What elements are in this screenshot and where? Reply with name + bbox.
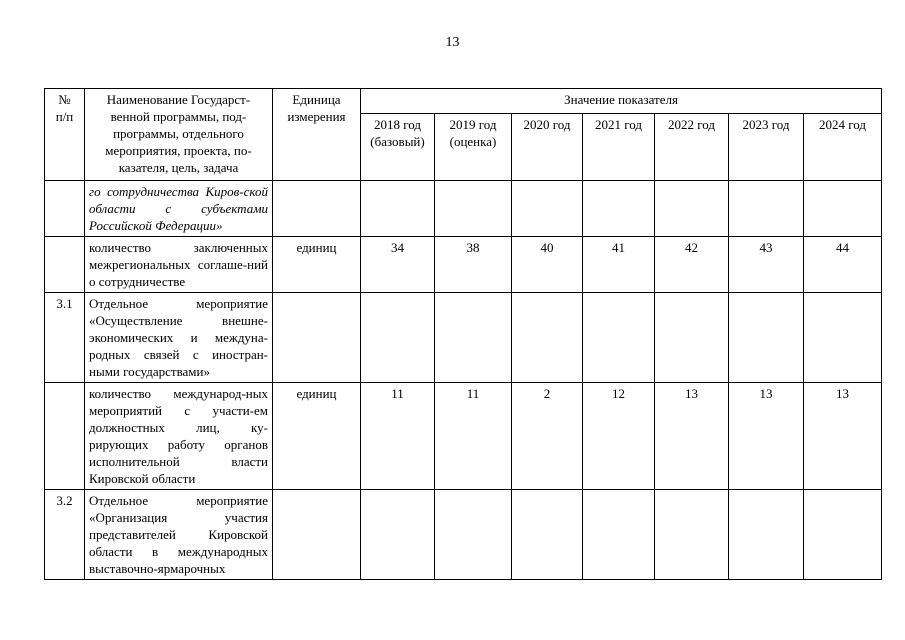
row-name: количество международ-ных мероприятий с участи-ем должностных лиц, ку-рирующих работу органов исполнительной власти Кировской области	[85, 383, 273, 490]
header-year: 2019 год (оценка)	[435, 114, 512, 181]
header-year: 2024 год	[804, 114, 882, 181]
row-value: 42	[655, 237, 729, 293]
row-value	[804, 293, 882, 383]
row-value: 13	[804, 383, 882, 490]
row-value	[361, 490, 435, 580]
row-num: 3.2	[45, 490, 85, 580]
row-value: 40	[512, 237, 583, 293]
indicator-table	[44, 88, 882, 580]
page-number: 13	[445, 35, 460, 50]
table-row	[45, 293, 882, 383]
header-year: 2023 год	[729, 114, 804, 181]
row-value	[583, 181, 655, 237]
row-num	[45, 181, 85, 237]
header-year: 2018 год (базовый)	[361, 114, 435, 181]
row-value	[804, 181, 882, 237]
row-value	[435, 293, 512, 383]
row-value: 44	[804, 237, 882, 293]
row-name: го сотрудничества Киров-ской области с субъектами Российской Федерации»	[85, 181, 273, 237]
row-value: 38	[435, 237, 512, 293]
row-value: 2	[512, 383, 583, 490]
row-unit	[273, 490, 361, 580]
row-value	[729, 490, 804, 580]
row-value	[435, 490, 512, 580]
row-value	[512, 490, 583, 580]
row-value	[655, 293, 729, 383]
row-value: 11	[435, 383, 512, 490]
row-name: количество заключенных межрегиональных соглаше-ний о сотрудничестве	[85, 237, 273, 293]
header-unit: Единица измерения	[273, 89, 361, 181]
row-value	[361, 293, 435, 383]
header-year: 2022 год	[655, 114, 729, 181]
row-value	[435, 181, 512, 237]
table-row	[45, 490, 882, 580]
row-value: 13	[729, 383, 804, 490]
row-value: 12	[583, 383, 655, 490]
table-row	[45, 383, 882, 490]
row-name: Отдельное мероприятие «Осуществление внешне-экономических и междуна-родных связей с иностран-ными государствами»	[85, 293, 273, 383]
row-num	[45, 237, 85, 293]
row-value	[729, 293, 804, 383]
row-value	[361, 181, 435, 237]
row-unit	[273, 293, 361, 383]
row-value: 11	[361, 383, 435, 490]
row-value	[512, 293, 583, 383]
row-value: 34	[361, 237, 435, 293]
row-unit: единиц	[273, 383, 361, 490]
row-value	[655, 490, 729, 580]
row-value: 13	[655, 383, 729, 490]
header-num: № п/п	[45, 89, 85, 181]
header-year: 2020 год	[512, 114, 583, 181]
header-name: Наименование Государст-венной программы, под-программы, отдельного мероприятия, проекта, по-казателя, цель, задача	[85, 89, 273, 181]
row-unit	[273, 181, 361, 237]
row-value	[583, 293, 655, 383]
header-values-title: Значение показателя	[361, 89, 882, 114]
row-value	[512, 181, 583, 237]
row-unit: единиц	[273, 237, 361, 293]
table-row	[45, 237, 882, 293]
table-row	[45, 181, 882, 237]
row-num: 3.1	[45, 293, 85, 383]
row-value	[583, 490, 655, 580]
row-value	[729, 181, 804, 237]
row-value: 41	[583, 237, 655, 293]
header-year: 2021 год	[583, 114, 655, 181]
row-value	[655, 181, 729, 237]
row-value: 43	[729, 237, 804, 293]
row-name: Отдельное мероприятие «Организация участия представителей Кировской области в международных выставочно-ярмарочных	[85, 490, 273, 580]
row-value	[804, 490, 882, 580]
row-num	[45, 383, 85, 490]
